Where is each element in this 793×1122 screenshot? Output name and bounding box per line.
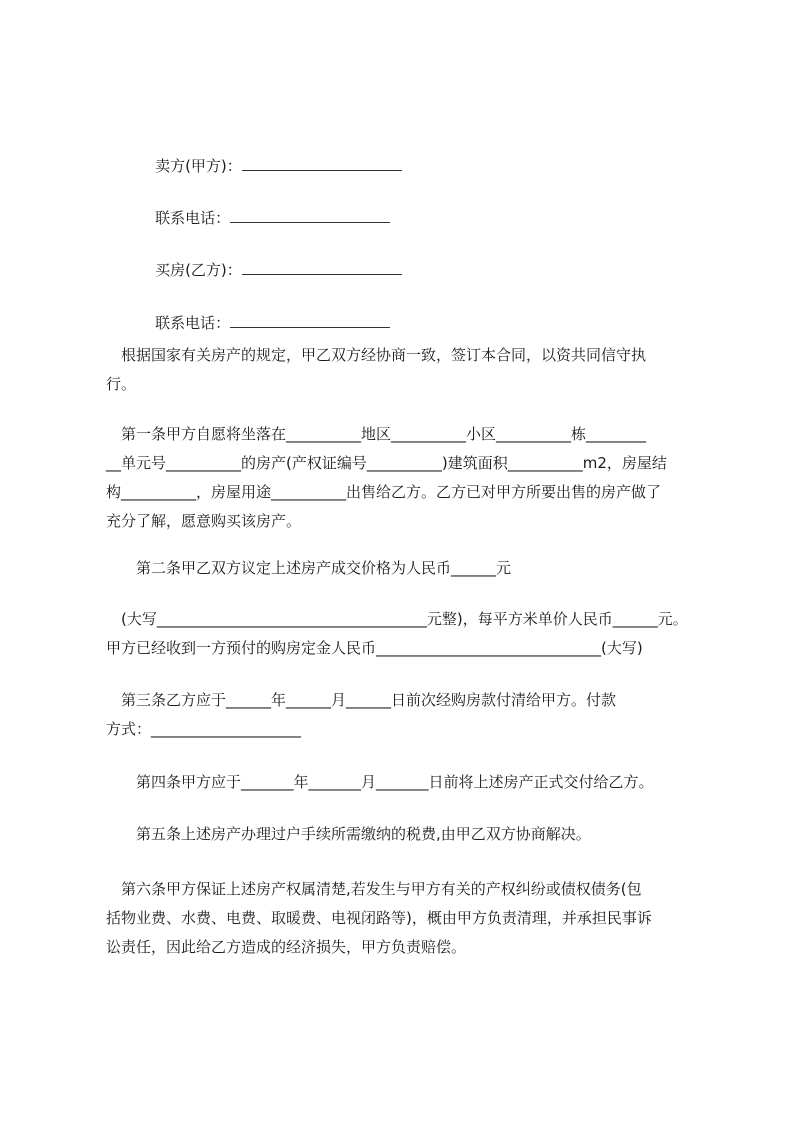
article-3 [106,686,706,744]
intro-paragraph [106,341,706,399]
article-3-line: 第三条乙方应于______年______月______日前次经购房款付清给甲方。付款 [106,691,617,709]
article-6-line: 第六条甲方保证上述房产权属清楚,若发生与甲方有关的产权纠纷或债权债务(包 [106,880,642,898]
article-4: 第四条甲方应于_______年_______月_______日前将上述房产正式交付给乙方。 [136,773,654,791]
seller-phone-blank [230,206,390,223]
article-2-continuation [106,605,706,663]
buyer-phone-label: 联系电话： [155,314,231,332]
article-6-line: 讼责任，因此给乙方造成的经济损失，甲方负责赔偿。 [106,938,467,956]
article-3-line: 方式：____________________ [106,720,302,738]
buyer-blank [242,258,402,275]
article-2-line-1: 第二条甲乙双方议定上述房产成交价格为人民币______元 [136,559,512,577]
article-1-line: __单元号__________的房产(产权证编号__________)建筑面积__________m2，房屋结 [106,454,667,472]
article-1-line: 构__________，房屋用途__________出售给乙方。乙方已对甲方所要出售的房产做了 [106,483,662,501]
buyer-label: 买房(乙方)： [155,261,242,279]
buyer-phone-blank [230,311,390,328]
article-6-line: 括物业费、水费、电费、取暖费、电视闭路等)，概由甲方负责清理，并承担民事诉 [106,909,652,927]
seller-blank [242,154,402,171]
article-2-line: (大写____________________________________元整)，每平方米单价人民币______元。 [106,610,688,628]
article-1 [106,420,706,536]
article-2-line: 甲方已经收到一方预付的购房定金人民币______________________________(大写) [106,639,643,657]
intro-line: 行。 [106,375,137,393]
article-6 [106,875,706,962]
article-1-line: 充分了解，愿意购买该房产。 [106,512,302,530]
seller-phone-label: 联系电话： [155,209,231,227]
seller-label: 卖方(甲方)： [155,157,242,175]
article-1-line: 第一条甲方自愿将坐落在__________地区__________小区__________栋________ [106,425,647,443]
intro-line: 根据国家有关房产的规定，甲乙双方经协商一致，签订本合同，以资共同信守执 [106,346,647,364]
article-5: 第五条上述房产办理过户手续所需缴纳的税费,由甲乙双方协商解决。 [136,825,591,843]
